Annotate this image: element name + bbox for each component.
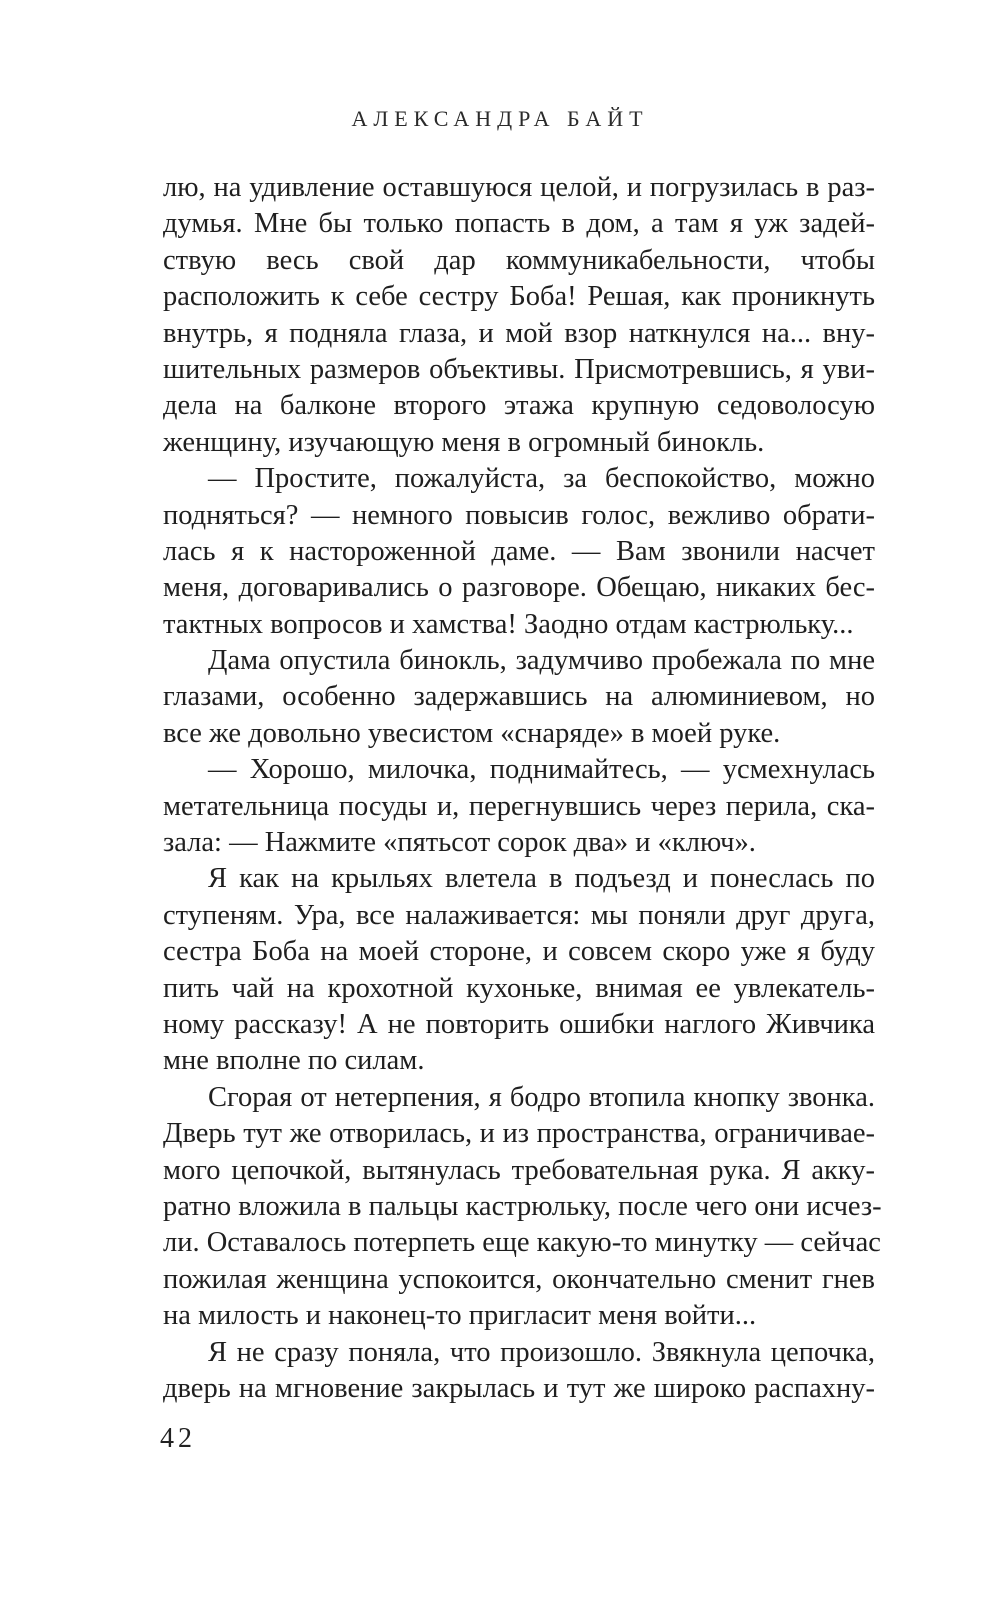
text-line: ратно вложила в пальцы кастрюльку, после чего они исчез- <box>163 1190 882 1222</box>
text-line: Я как на крыльях влетела в подъезд и понеслась по <box>208 863 875 895</box>
text-line: лась я к настороженной даме. — Вам звонили насчет <box>163 535 875 567</box>
text-line: метательница посуды и, перегнувшись через перила, ска- <box>163 790 875 822</box>
text-line: на милость и наконец-то пригласит меня войти... <box>163 1300 757 1332</box>
body-text <box>163 170 882 1407</box>
text-line: думья. Мне бы только попасть в дом, а там я уж задей- <box>163 208 875 240</box>
text-line: внутрь, я подняла глаза, и мой взор наткнулся на... вну- <box>163 317 875 349</box>
text-line: меня, договаривались о разговоре. Обещаю, никаких бес- <box>163 572 875 604</box>
text-line: — Хорошо, милочка, поднимайтесь, — усмехнулась <box>208 754 875 786</box>
text-line: Сгорая от нетерпения, я бодро втопила кнопку звонка. <box>208 1081 875 1113</box>
text-line: подняться? — немного повысив голос, вежливо обрати- <box>163 499 875 531</box>
text-line: женщину, изучающую меня в огромный бинокль. <box>163 426 765 458</box>
text-line: зала: — Нажмите «пятьсот сорок два» и «ключ». <box>163 827 756 859</box>
text-line: все же довольно увесистом «снаряде» в моей руке. <box>163 717 781 749</box>
text-line: тактных вопросов и хамства! Заодно отдам кастрюльку... <box>163 608 854 640</box>
text-line: сестра Боба на моей стороне, и совсем скоро уже я буду <box>163 936 875 968</box>
text-line: ному рассказу! А не повторить ошибки наглого Живчика <box>163 1008 875 1040</box>
text-line: Дверь тут же отворилась, и из пространства, ограничивае- <box>163 1118 875 1150</box>
text-line: мне вполне по силам. <box>163 1045 425 1077</box>
text-line: шительных размеров объективы. Присмотревшись, я уви- <box>163 353 875 385</box>
text-line: пить чай на крохотной кухоньке, внимая ее увлекатель- <box>163 972 875 1004</box>
text-line: Я не сразу поняла, что произошло. Звякнула цепочка, <box>208 1336 875 1368</box>
text-line: ствую весь свой дар коммуникабельности, чтобы <box>163 244 875 276</box>
text-line: Дама опустила бинокль, задумчиво пробежала по мне <box>208 645 875 677</box>
text-line: ступеням. Ура, все налаживается: мы поняли друг друга, <box>163 899 875 931</box>
text-line: лю, на удивление оставшуюся целой, и погрузилась в раз- <box>163 172 875 203</box>
page-number: 42 <box>160 1423 196 1454</box>
text-line: дверь на мгновение закрылась и тут же широко распахну- <box>163 1372 875 1404</box>
text-line: пожилая женщина успокоится, окончательно сменит гнев <box>163 1263 875 1295</box>
text-line: — Простите, пожалуйста, за беспокойство, можно <box>208 463 875 495</box>
running-head-author: АЛЕКСАНДРА БАЙТ <box>351 106 649 131</box>
text-line: ли. Оставалось потерпеть еще какую-то минутку — сейчас <box>163 1227 881 1259</box>
text-line: расположить к себе сестру Боба! Решая, как проникнуть <box>163 281 875 313</box>
text-line: дела на балконе второго этажа крупную седоволосую <box>163 390 875 422</box>
text-line: глазами, особенно задержавшись на алюминиевом, но <box>163 681 875 713</box>
text-line: мого цепочкой, вытянулась требовательная рука. Я акку- <box>163 1154 875 1186</box>
